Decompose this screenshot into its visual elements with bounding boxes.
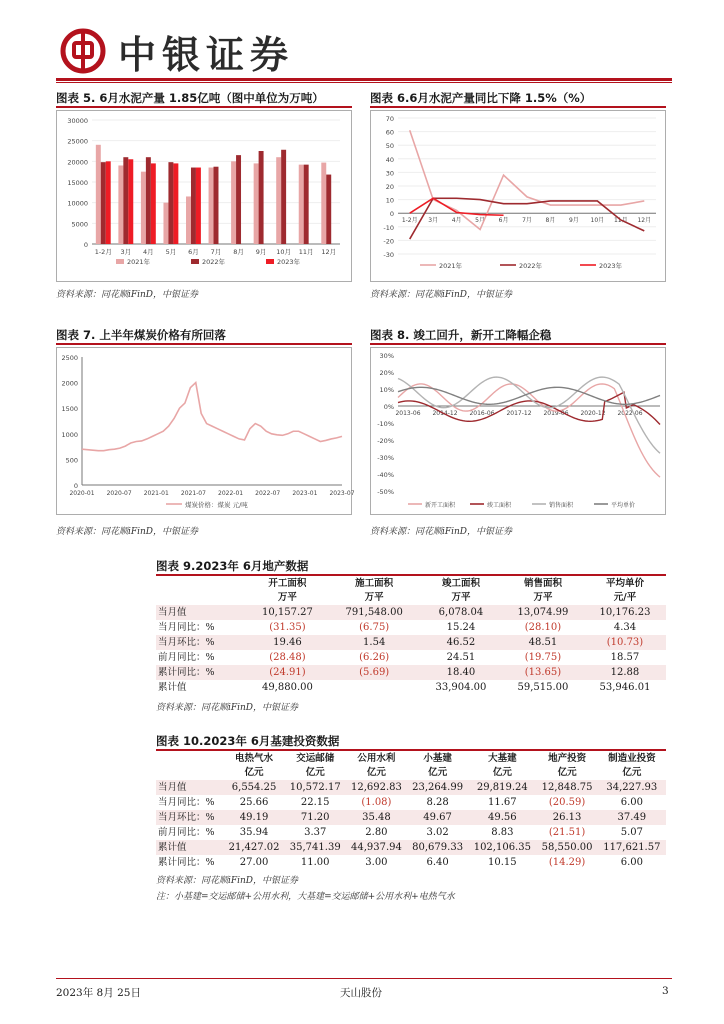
chart7-xtick: 2022-01 bbox=[218, 490, 244, 497]
chart5-ytick: 5000 bbox=[71, 220, 88, 229]
table10-column-header: 制造业投资 亿元 bbox=[608, 753, 656, 778]
chart5-bar-2022年 bbox=[304, 165, 309, 244]
table9-cell: 48.51 bbox=[502, 635, 584, 650]
table10-cell: 27.00 bbox=[239, 857, 269, 868]
table10-cell: 8.28 bbox=[426, 797, 449, 808]
chart5-bar-2023年 bbox=[151, 163, 156, 244]
infrastructure-table bbox=[156, 752, 666, 870]
table10-rule bbox=[156, 749, 666, 751]
table9-cell: 10,176.23 bbox=[584, 605, 666, 620]
chart5-bar-2022年 bbox=[101, 162, 106, 244]
chart6-xtick: 7月 bbox=[522, 217, 532, 225]
chart7-xtick: 2020-01 bbox=[69, 490, 95, 497]
table9-rule bbox=[156, 574, 666, 576]
table9-cell: 12.88 bbox=[584, 665, 666, 680]
chart5-bar-2021年 bbox=[231, 161, 236, 244]
chart6-ytick: -10 bbox=[383, 223, 394, 232]
table9-cell: 15.24 bbox=[446, 622, 476, 633]
footer-page: 3 bbox=[662, 985, 669, 997]
table10-cell: 10,572.17 bbox=[285, 780, 346, 795]
table9-row-label: 当月环比：% bbox=[156, 635, 246, 650]
chart5-bar-2021年 bbox=[141, 172, 146, 244]
table9-row bbox=[156, 635, 666, 650]
chart5-source: 资料来源：同花顺iFinD，中银证券 bbox=[56, 290, 199, 300]
table9-row bbox=[156, 620, 666, 635]
chart5-bar-2022年 bbox=[236, 155, 241, 244]
chart5-bar-2021年 bbox=[209, 168, 214, 244]
table10-cell: 11.67 bbox=[488, 797, 517, 808]
table9-cell: 59,515.00 bbox=[517, 682, 569, 693]
chart5-bar-2022年 bbox=[214, 167, 219, 244]
table10-row-label: 累计值 bbox=[156, 840, 223, 855]
table10-cell: 12,692.83 bbox=[346, 780, 407, 795]
table10-cell: 3.02 bbox=[426, 827, 449, 838]
table9-source: 资料来源：同花顺iFinD，中银证券 bbox=[156, 703, 299, 713]
chart8-xtick: 2017-12 bbox=[506, 410, 532, 417]
chart6-xtick: 4月 bbox=[451, 217, 462, 225]
table9-cell: 33,904.00 bbox=[435, 682, 487, 693]
table9-row bbox=[156, 605, 666, 620]
chart5-xtick: 7月 bbox=[210, 248, 222, 256]
table10-cell: 5.07 bbox=[620, 827, 643, 838]
table10-row bbox=[156, 855, 666, 870]
table9-cell: 19.46 bbox=[246, 635, 328, 650]
table10-cell: 35.48 bbox=[346, 810, 407, 825]
chart7-title: 图表 7. 上半年煤炭价格有所回落 bbox=[56, 328, 226, 342]
table10-cell: 2.80 bbox=[365, 827, 388, 838]
table10-corner-header bbox=[156, 752, 223, 780]
chart5-bar-2022年 bbox=[146, 157, 151, 244]
chart6-ytick: 0 bbox=[389, 210, 394, 219]
table10-cell: (14.29) bbox=[548, 857, 586, 868]
chart5-ytick: 10000 bbox=[67, 199, 88, 208]
chart5-xtick: 4月 bbox=[143, 248, 154, 256]
chart8-xtick: 2022-06 bbox=[617, 410, 643, 417]
chart5-legend-swatch bbox=[191, 259, 199, 264]
chart8-ytick: -30% bbox=[377, 454, 394, 462]
chart7-ytick: 2500 bbox=[61, 354, 78, 362]
chart8-xtick: 2019-06 bbox=[543, 410, 569, 417]
table10-row-label: 当月值 bbox=[156, 780, 223, 795]
chart5-legend-swatch bbox=[266, 259, 274, 264]
footer-rule bbox=[56, 978, 672, 979]
footer-date: 2023年 8月 25日 bbox=[56, 987, 141, 999]
table10-source: 资料来源：同花顺iFinD，中银证券 bbox=[156, 876, 299, 886]
chart5-legend-label: 2021年 bbox=[127, 258, 151, 266]
chart8-ytick: -10% bbox=[377, 420, 394, 428]
chart5-xtick: 1-2月 bbox=[94, 248, 112, 256]
chart6-ytick: -20 bbox=[383, 237, 394, 246]
table9-cell: 13,074.99 bbox=[502, 605, 584, 620]
table10-cell: 3.37 bbox=[304, 827, 327, 838]
chart8-legend-label: 竣工面积 bbox=[487, 502, 512, 509]
chart8-legend-label: 平均单价 bbox=[611, 502, 636, 509]
chart5-bar-2023年 bbox=[106, 161, 111, 244]
chart8-xtick: 2013-06 bbox=[395, 410, 421, 417]
table10-column-header: 电热气水 亿元 bbox=[235, 753, 274, 778]
table10-cell: (21.51) bbox=[548, 827, 586, 838]
table9-cell: 53,946.01 bbox=[599, 682, 651, 693]
table10-row bbox=[156, 840, 666, 855]
chart8-ytick: 30% bbox=[379, 352, 394, 360]
table9-row-label: 累计值 bbox=[158, 682, 187, 693]
table10-cell: 11.00 bbox=[300, 857, 330, 868]
table9-cell: (24.91) bbox=[246, 665, 328, 680]
table9-row-label: 当月同比：% bbox=[158, 622, 215, 633]
table9-cell: 18.40 bbox=[420, 665, 502, 680]
table9-row bbox=[156, 665, 666, 680]
chart5-bar-2023年 bbox=[128, 159, 133, 244]
chart8-legend-label: 销售面积 bbox=[549, 502, 574, 509]
chart5-legend-label: 2022年 bbox=[202, 258, 226, 266]
chart6-xtick: 9月 bbox=[568, 217, 579, 225]
table10-cell: 35.94 bbox=[239, 827, 269, 838]
table9-cell: (28.10) bbox=[524, 622, 562, 633]
table9-row-label: 前月同比：% bbox=[158, 652, 215, 663]
table9-corner-header bbox=[156, 577, 246, 605]
chart5-ytick: 15000 bbox=[67, 179, 88, 187]
chart5-bar-2021年 bbox=[321, 163, 326, 244]
table9-row-label: 累计同比：% bbox=[156, 665, 246, 680]
chart5-xtick: 8月 bbox=[233, 248, 244, 256]
table10-row bbox=[156, 825, 666, 840]
table10-cell: 23,264.99 bbox=[407, 780, 468, 795]
table10-column-header: 小基建 亿元 bbox=[423, 753, 452, 778]
table9-cell: (10.73) bbox=[584, 635, 666, 650]
table10-cell: 37.49 bbox=[598, 810, 666, 825]
chart6-xtick: 1-2月 bbox=[401, 217, 418, 225]
table9-cell: (31.35) bbox=[269, 622, 306, 633]
table9-row-label: 当月值 bbox=[156, 605, 246, 620]
chart5-bar-2021年 bbox=[96, 145, 101, 244]
table10-cell: 25.66 bbox=[239, 797, 269, 808]
chart5-rule bbox=[56, 106, 352, 108]
boc-logo-icon bbox=[60, 28, 106, 74]
chart6-ytick: 30 bbox=[385, 169, 394, 178]
table10-cell: 35,741.39 bbox=[285, 840, 346, 855]
chart6-ytick: -30 bbox=[383, 251, 394, 259]
chart5-xtick: 12月 bbox=[321, 248, 337, 256]
table10-cell: 102,106.35 bbox=[468, 840, 536, 855]
chart5-legend-swatch bbox=[116, 259, 124, 264]
table10-row bbox=[156, 795, 666, 810]
chart6-xtick: 10月 bbox=[590, 217, 605, 225]
table9-cell: 18.57 bbox=[610, 652, 640, 663]
chart5-bar-2021年 bbox=[276, 157, 281, 244]
chart5-ytick: 20000 bbox=[67, 158, 88, 167]
chart6-ytick: 10 bbox=[385, 196, 394, 205]
chart8-source: 资料来源：同花顺iFinD，中银证券 bbox=[370, 527, 513, 537]
table9-cell: (6.75) bbox=[359, 622, 390, 633]
table9-cell: 1.54 bbox=[328, 635, 420, 650]
chart8-ytick: 20% bbox=[379, 369, 394, 377]
chart6-ytick: 20 bbox=[385, 183, 394, 191]
chart6-source: 资料来源：同花顺iFinD，中银证券 bbox=[370, 290, 513, 300]
table10-cell: 44,937.94 bbox=[346, 840, 407, 855]
table10-cell: 34,227.93 bbox=[598, 780, 666, 795]
chart5-bar-2021年 bbox=[254, 163, 259, 244]
table9-cell: 4.34 bbox=[613, 622, 637, 633]
chart6-xtick: 6月 bbox=[498, 217, 509, 225]
table9-column-header: 销售面积 万平 bbox=[523, 578, 562, 603]
table9-cell: (28.48) bbox=[269, 652, 306, 663]
chart5-xtick: 10月 bbox=[276, 248, 292, 256]
chart8-property-yoy bbox=[370, 347, 666, 515]
chart6-xtick: 5月 bbox=[475, 217, 486, 225]
table10-title: 图表 10.2023年 6月基建投资数据 bbox=[156, 734, 340, 748]
header-rule bbox=[56, 78, 672, 81]
chart5-bar-2022年 bbox=[191, 168, 196, 244]
table10-cell: 49.19 bbox=[223, 810, 284, 825]
chart8-ytick: 10% bbox=[379, 386, 394, 394]
chart5-xtick: 5月 bbox=[165, 248, 177, 256]
table10-row bbox=[156, 810, 666, 825]
chart6-ytick: 70 bbox=[385, 115, 394, 123]
chart7-ytick: 1500 bbox=[61, 405, 78, 414]
table10-cell: 10.15 bbox=[488, 857, 517, 868]
chart6-legend-label: 2021年 bbox=[439, 262, 463, 270]
table9-cell: (19.75) bbox=[524, 652, 562, 663]
chart5-xtick: 9月 bbox=[255, 248, 267, 256]
chart5-bar-2022年 bbox=[168, 162, 173, 244]
table9-row bbox=[156, 680, 666, 695]
chart5-xtick: 11月 bbox=[298, 248, 314, 256]
table10-cell: 6.00 bbox=[620, 797, 643, 808]
chart6-frame bbox=[371, 111, 666, 282]
chart5-bar-2021年 bbox=[163, 203, 168, 244]
chart7-ytick: 0 bbox=[73, 482, 78, 490]
chart8-xtick: 2016-06 bbox=[469, 410, 495, 417]
table10-cell: 49.67 bbox=[407, 810, 468, 825]
chart5-bar-2023年 bbox=[173, 163, 178, 244]
chart7-legend-label: 煤炭价格：煤炭 元/吨 bbox=[185, 501, 248, 509]
table10-cell: 22.15 bbox=[300, 797, 330, 808]
table9-cell: 10,157.27 bbox=[246, 605, 328, 620]
chart7-ytick: 500 bbox=[65, 456, 78, 465]
table9-cell: 791,548.00 bbox=[328, 605, 420, 620]
chart8-ytick: -20% bbox=[377, 437, 394, 445]
table10-cell: 49.56 bbox=[468, 810, 536, 825]
chart6-xtick: 12月 bbox=[637, 217, 652, 225]
chart8-frame bbox=[371, 348, 666, 515]
table10-row-label: 前月同比：% bbox=[158, 827, 215, 838]
chart7-xtick: 2021-01 bbox=[143, 490, 169, 497]
chart8-xtick: 2014-12 bbox=[432, 410, 458, 417]
table10-note: 注：小基建=交运邮储+公用水利，大基建=交运邮储+公用水利+电热气水 bbox=[156, 892, 455, 902]
footer-company: 天山股份 bbox=[340, 987, 382, 999]
table10-cell: 21,427.02 bbox=[223, 840, 284, 855]
table10-cell: 29,819.24 bbox=[468, 780, 536, 795]
chart7-xtick: 2023-07 bbox=[329, 490, 355, 497]
table10-row bbox=[156, 780, 666, 795]
table10-cell: 117,621.57 bbox=[598, 840, 666, 855]
chart6-xtick: 8月 bbox=[545, 217, 556, 225]
chart6-xtick: 3月 bbox=[428, 217, 439, 225]
table10-column-header: 大基建 亿元 bbox=[488, 753, 517, 778]
chart8-xtick: 2020-12 bbox=[580, 410, 606, 417]
table10-cell: 3.00 bbox=[365, 857, 388, 868]
chart6-legend-label: 2022年 bbox=[519, 262, 543, 270]
table10-cell: 12,848.75 bbox=[536, 780, 597, 795]
table10-column-header: 地产投资 亿元 bbox=[548, 753, 587, 778]
chart8-rule bbox=[370, 343, 666, 345]
chart6-title: 图表 6.6月水泥产量同比下降 1.5%（%） bbox=[370, 91, 592, 105]
chart6-legend-label: 2023年 bbox=[599, 262, 623, 270]
chart7-rule bbox=[56, 343, 352, 345]
chart6-xtick: 11月 bbox=[613, 217, 628, 225]
table10-cell: 6,554.25 bbox=[223, 780, 284, 795]
chart8-title: 图表 8. 竣工回升，新开工降幅企稳 bbox=[370, 328, 552, 342]
table10-cell: 71.20 bbox=[285, 810, 346, 825]
table9-cell: 24.51 bbox=[446, 652, 476, 663]
chart8-ytick: -40% bbox=[377, 471, 394, 479]
table9-column-header: 施工面积 万平 bbox=[355, 578, 394, 603]
chart5-bar-2022年 bbox=[259, 151, 264, 244]
chart5-bar-2022年 bbox=[326, 175, 331, 244]
table10-row-label: 累计同比：% bbox=[158, 857, 215, 868]
chart5-bar-2021年 bbox=[186, 196, 191, 244]
chart5-ytick: 30000 bbox=[67, 117, 88, 125]
chart5-ytick: 25000 bbox=[67, 137, 88, 146]
chart7-ytick: 2000 bbox=[61, 379, 78, 388]
chart5-bar-2021年 bbox=[118, 165, 123, 244]
table10-column-header: 公用水利 亿元 bbox=[357, 753, 396, 778]
chart7-xtick: 2023-01 bbox=[292, 490, 318, 497]
real-estate-table bbox=[156, 577, 666, 695]
chart7-source: 资料来源：同花顺iFinD，中银证券 bbox=[56, 527, 199, 537]
table10-column-header: 交运邮储 亿元 bbox=[296, 753, 335, 778]
chart6-ytick: 60 bbox=[385, 128, 394, 137]
table9-cell: (6.26) bbox=[359, 652, 390, 663]
chart7-ytick: 1000 bbox=[61, 430, 78, 439]
table9-title: 图表 9.2023年 6月地产数据 bbox=[156, 559, 309, 573]
chart8-line-平均单价 bbox=[398, 387, 660, 404]
table9-cell bbox=[328, 680, 420, 695]
table10-cell: 8.83 bbox=[491, 827, 514, 838]
chart7-xtick: 2020-07 bbox=[106, 490, 132, 497]
chart5-ytick: 0 bbox=[83, 241, 88, 249]
table9-cell: 46.52 bbox=[420, 635, 502, 650]
chart5-xtick: 3月 bbox=[120, 248, 132, 256]
chart7-xtick: 2022-07 bbox=[255, 490, 281, 497]
chart5-bar-2022年 bbox=[281, 150, 286, 244]
table9-cell: (5.69) bbox=[328, 665, 420, 680]
table10-row-label: 当月同比：% bbox=[158, 797, 215, 808]
table9-column-header: 开工面积 万平 bbox=[268, 578, 307, 603]
table10-cell: 6.00 bbox=[620, 857, 643, 868]
brand-name: 中银证券 bbox=[118, 31, 295, 77]
table10-cell: 26.13 bbox=[536, 810, 597, 825]
chart6-cement-yoy bbox=[370, 110, 666, 282]
table9-cell: (13.65) bbox=[502, 665, 584, 680]
chart6-rule bbox=[370, 106, 666, 108]
table9-column-header: 竣工面积 万平 bbox=[441, 578, 480, 603]
table10-cell: 58,550.00 bbox=[536, 840, 597, 855]
chart6-ytick: 40 bbox=[385, 155, 394, 164]
table10-row-label: 当月环比：% bbox=[156, 810, 223, 825]
table10-cell: 80,679.33 bbox=[407, 840, 468, 855]
chart6-ytick: 50 bbox=[385, 142, 394, 151]
chart7-xtick: 2021-07 bbox=[180, 490, 206, 497]
header-rule-thin bbox=[56, 82, 672, 83]
chart7-coal-price bbox=[56, 347, 355, 515]
chart5-title: 图表 5. 6月水泥产量 1.85亿吨（图中单位为万吨） bbox=[56, 91, 324, 105]
table9-cell: 49,880.00 bbox=[261, 682, 313, 693]
table9-cell: 6,078.04 bbox=[420, 605, 502, 620]
chart5-bar-2021年 bbox=[299, 165, 304, 244]
chart7-line-coal bbox=[82, 383, 342, 451]
chart5-legend-label: 2023年 bbox=[277, 258, 301, 266]
chart5-xtick: 6月 bbox=[188, 248, 199, 256]
table10-cell: (1.08) bbox=[361, 797, 392, 808]
chart5-bar-2023年 bbox=[196, 168, 201, 244]
chart5-cement-output bbox=[56, 110, 352, 282]
header-logo bbox=[60, 24, 294, 78]
table9-row bbox=[156, 650, 666, 665]
chart8-legend-label: 新开工面积 bbox=[425, 502, 456, 509]
table10-cell: (20.59) bbox=[548, 797, 586, 808]
chart5-bar-2022年 bbox=[123, 157, 128, 244]
chart8-ytick: 0% bbox=[383, 403, 394, 411]
chart8-ytick: -50% bbox=[377, 488, 394, 496]
table10-cell: 6.40 bbox=[426, 857, 449, 868]
table9-column-header: 平均单价 元/平 bbox=[605, 578, 644, 603]
